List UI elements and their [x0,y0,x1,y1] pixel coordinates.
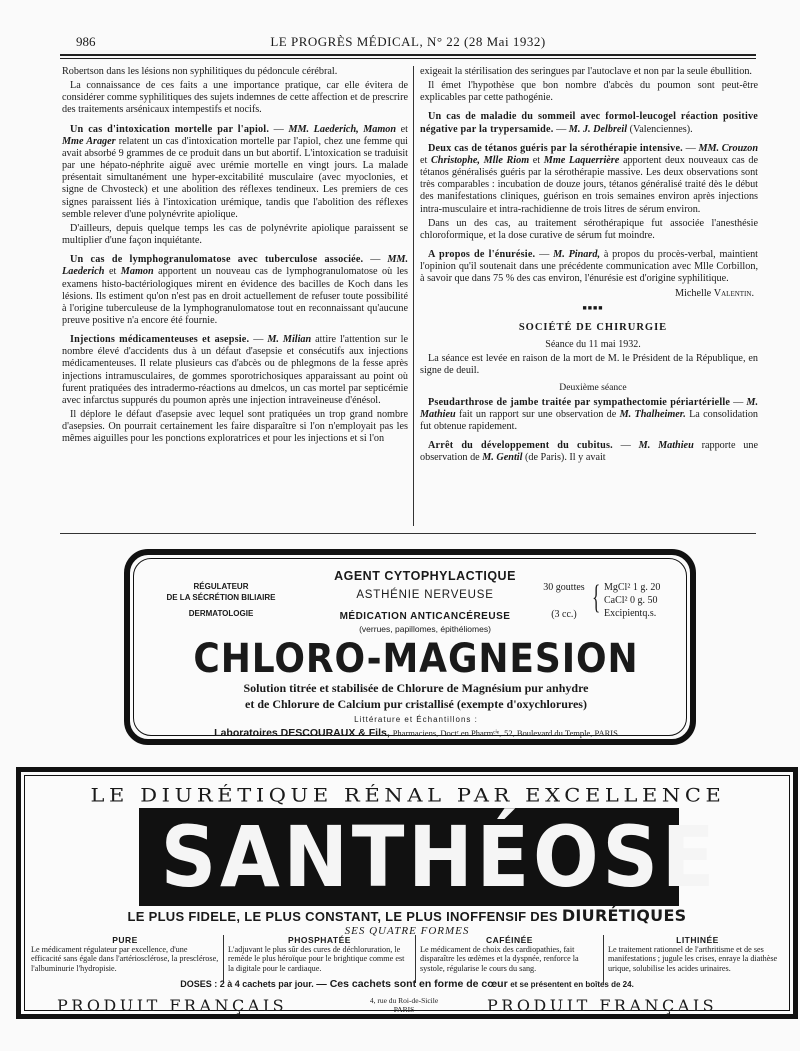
entry-text: La consolidation fut obtenue rapidement. [420,408,759,432]
deuxieme-seance: Deuxième séance [559,382,627,394]
entry-author: MM. Crouzon [698,142,758,154]
ad-indication [156,581,286,603]
address-line: 4, rue du Roi-de-Sicile [369,996,439,1005]
ad-solution: et de Chlorure de Calcium pur cristallisé (exempte d'oxychlorures) [245,697,587,711]
journal-title: LE PROGRÈS MÉDICAL, N° 22 (28 Mai 1932) [270,34,546,49]
santheose-ad [16,767,798,1019]
form-column [223,935,411,983]
tagline-text: LE PLUS FIDELE, LE PLUS CONSTANT, LE PLUS INOFFENSIF DES [127,909,558,924]
ad-solution: Solution titrée et stabilisée de Chlorure de Magnésium pur anhydre [243,681,589,695]
produit-francais-left: PRODUIT FRANÇAIS [57,996,288,1015]
form-title: PHOSPHATÉE [288,935,351,945]
conjunction: et [420,154,428,166]
paragraph: Il émet l'hypothèse que bon nombre d'abcès du poumon sont peut-être explicables par cette pathogénie. [420,80,758,104]
conjunction: et [108,266,117,278]
form-title: LITHINÉE [676,935,719,945]
labo-name: Laboratoires DESCOURAUX & Fils, [214,727,390,739]
indication-line: DE LA SÉCRÉTION BILIAIRE [166,593,276,602]
pseudarthrose-entry: Pseudarthrose de jambe traitée par sympathectomie périartérielle — M. Mathieu fait un rapport sur une observation de M. Thalheimer. La consolidation fut obtenue rapidement. [420,396,759,432]
entry-author: Christophe, Mlle Riom [431,154,530,166]
header-rule-thin [60,58,756,59]
ad-medication: MÉDICATION ANTICANCÉREUSE [339,611,511,622]
ad-litterature: Littérature et Échantillons : [354,715,478,724]
ad-tagline [21,906,793,925]
paragraph: Dans un des cas, au traitement sérothérapique fut associée l'anesthésie chloroformique, et la dose curative de sérum fut moindre. [420,217,758,241]
apiol-entry: Un cas d'intoxication mortelle par l'apiol. — MM. Laederich, Mamon et Mme Arager relatent un cas d'intoxication mortelle par l'apiol, chez une femme qui avait absorbé 9 grammes de ce produit dans un but abortif. L'intoxication se traduisit par une hépato-néphrite aiguë avec urémie mortelle en vingt jours. La malade présentait simultanément une hyper-excitabilité musculaire (avec myoclonies, et signe de Chvosteck) et une abolition des réflexes tendineux. Les premiers de ces signes paraissent liés à l'intoxication urémique, tandis que l'abolition des réflexes semble relever d'une polynévrite apiolique. [62,123,409,220]
sommeil-entry: Un cas de maladie du sommeil avec formol-leucogel réaction positive négative par la trypersamide. — M. J. Delbreil (Valenciennes). [420,111,758,135]
entry-title: Un cas de lymphogranulomatose avec tuberculose associée. [70,254,364,266]
entry-title: Un cas d'intoxication mortelle par l'apiol. [70,123,270,135]
ad-verrues: (verrues, papillomes, épithéliomes) [359,624,491,634]
form-text: Le médicament régulateur par excellence, d'une efficacité sans égale dans l'artériosclérose, la presclérose, l'albuminurie l'hydropisie. [31,945,219,973]
paragraph: Il déplore le défaut d'asepsie avec lequel sont pratiquées un trop grand nombre d'asepsies. On pourrait certainement les faire disparaître si l'on n'employait pas les mêmes aiguilles pour les ponctions exploratrices et pour les injections et si l'on [62,409,408,445]
form-text: Le médicament de choix des cardiopathies, fait disparaître les œdèmes et la dyspnée, renforce la systole, régularise le cours du sang. [420,945,579,973]
entry-title: Arrêt du développement du cubitus. [428,440,613,452]
ad-indication-dermato: DERMATOLOGIE [188,609,254,618]
column-divider [413,66,414,526]
entry-title: Un cas de maladie du sommeil avec formol-leucogel réaction positive négative par la trypersamide. [420,111,758,135]
composition-line: MgCl² 1 g. 20 [604,582,661,593]
entry-author: M. Pinard, [553,249,600,261]
paragraph: Robertson dans les lésions non syphilitiques du pédoncule cérébral. [62,66,338,77]
separator-dots: ■■■■ [582,303,604,312]
cubitus-entry: Arrêt du développement du cubitus. — M. Mathieu rapporte une observation de M. Gentil (de Paris). Il y avait [420,440,759,464]
composition-line: Excipientq.s. [604,608,657,619]
paragraph: D'ailleurs, depuis quelque temps les cas de polynévrite apiolique paraissent se multiplier d'une façon inquiétante. [62,222,408,247]
entry-title: Injections médicamenteuses et asepsie. [70,334,250,346]
ad-brand-band [139,808,719,906]
entry-text: (de Paris). Il y avait [525,452,606,464]
entry-author: M. Milian [267,334,312,346]
produit-francais-right: PRODUIT FRANÇAIS [487,996,718,1015]
entry-author: MM. Laederich, Mamon [288,123,397,135]
ad-address [359,997,449,1014]
entry-text: (Valenciennes). [629,123,693,135]
chloro-magnesion-ad [124,549,696,745]
entry-text: attire l'attention sur le nombre élevé d'accidents dus à un défaut d'asepsie et consécutifs aux injections médicamenteuses. Il relate plusieurs cas d'abcès ou de phlegmons de la fesse après injections intramusculaires, de gommes sporotrichosiques apparaissant au point où furent pratiquées des intradermo-réactions au dmelcos, un cas mortel par septicémie avec infarctus suppurés du poumon après une injection intraveineuse d'énésol. [62,334,408,406]
form-text: L'adjuvant le plus sûr des cures de déchloruration, le remède le plus héroïque pour le brightique comme est la digitale pour le cardiaque. [228,945,405,973]
labo-detail: Pharmaciens, Doctʳ en Pharmᶜⁱᵉ, [392,728,502,738]
entry-author: MM. Laederich [62,254,408,278]
brace-icon: { [592,579,601,616]
labo-address: 52, Boulevard du Temple, PARIS [504,728,618,738]
indication-line: RÉGULATEUR [193,582,249,591]
entry-title: Deux cas de tétanos guéris par la sérothérapie intensive. [428,142,683,154]
address-city: — PARIS — [384,1004,424,1014]
entry-text: relatent un cas d'intoxication mortelle par l'apiol, chez une femme qui avait absorbé 9 grammes de ce produit dans un but abortif. L'intoxication se traduisit par une hépato-néphrite aiguë avec urémie mortelle en vingt jours. La malade présentait simultanément une hyper-excitabilité musculaire (avec myoclonies, et signe de Chvosteck) et une abolition des réflexes tendineux. Les premiers de ces signes paraissent liés à l'intoxication urémique, tandis que l'abolition des réflexes semble relever d'une polynévrite apiolique. [62,135,408,220]
signature [420,288,758,300]
conjunction: et [400,123,409,135]
conjunction: et [532,154,541,166]
form-title: PURE [112,935,138,945]
entry-text: apportent un nouveau cas de lymphogranulomatose où les examens histo-bactériologiques mirent en évidence des bacilles de Koch dans les lésions. Ils estiment qu'on n'est pas en droit actuellement de refuser toute possibilité à l'origine tuberculeuse de la lymphogranulomatose tout en reconnaissant qu'aucune preuve positive n'a encore été fournie. [62,266,409,326]
paragraph: La séance est levée en raison de la mort de M. le Président de la République, en signe de deuil. [420,353,758,377]
entry-author: Mme Laquerrière [543,154,620,166]
header-rule [60,54,756,56]
ad-brand: CHLORO-MAGNESION [193,636,639,682]
ad-laboratory [130,727,702,739]
entry-title: Pseudarthrose de jambe traitée par sympathectomie périartérielle [428,396,731,408]
ad-formes-heading: SES QUATRE FORMES [344,925,470,937]
entry-text: rapporte une observation de [420,440,759,464]
page-number: 986 [76,34,96,49]
signature-last: Valentin. [713,287,754,299]
right-column [420,66,758,466]
entry-text: apportent deux nouveaux cas de tétanos généralisés guéris par la sérothérapie massive. Les deux observations sont très comparables : incubation de douze jours, tétanos généralisé traité dès le début des manifestations cliniques, guérison en trois semaines environ après injections intra-musculaire et intra-rachidienne de trois litres de sérum environ. [420,154,758,215]
entry-title: A propos de l'énurésie. [428,249,536,261]
body-rule [60,533,756,534]
doses-shape: — Ces cachets sont en forme de cœur [316,978,508,990]
entry-author: Mamon [120,266,154,278]
entry-author: M. Gentil [482,452,523,464]
seance-date: Séance du 11 mai 1932. [545,338,641,350]
tetanos-entry: Deux cas de tétanos guéris par la sérothérapie intensive. — MM. Crouzon et Christophe, Mlle Riom et Mme Laquerrière apportent deux nouveaux cas de tétanos généralisés guéris par la sérothérapie massive. Les deux observations sont très comparables : incubation de douze jours, tétanos généralisé traité dès le début des manifestations cliniques, guérison en trois semaines environ après injections intra-musculaire et intra-rachidienne de trois litres de sérum environ. [420,142,758,215]
lympho-entry: Un cas de lymphogranulomatose avec tuberculose associée. — MM. Laederich et Mamon apportent un nouveau cas de lymphogranulomatose où les examens histo-bactériologiques mirent en évidence des bacilles de Koch dans les lésions. Ils estiment qu'on n'est pas en droit actuellement de refuser toute possibilité à l'origine tuberculeuse de la lymphogranulomatose tout en reconnaissant qu'aucune preuve positive n'a encore été fournie. [62,254,409,326]
ad-forms [31,935,787,983]
form-column [603,935,787,983]
entry-author: M. J. Delbreil [568,123,628,135]
composition-line: CaCl² 0 g. 50 [604,595,658,606]
enuresie-entry: A propos de l'énurésie. — M. Pinard, à propos du procès-verbal, maintient l'opinion qu'il soutenait dans une précédente communication avec Mlle Corbillon, à savoir que dans 75 % des cas environ, l'énurésie est d'origine syphilitique. [420,249,759,285]
tagline-emphasis: DIURÉTIQUES [561,906,687,925]
injections-entry: Injections médicamenteuses et asepsie. — M. Milian attire l'attention sur le nombre élevé d'accidents dus à un défaut d'asepsie et consécutifs aux injections médicamenteuses. Il relate plusieurs cas d'abcès ou de phlegmons de la fesse après injections intramusculaires, de gommes sporotrichosiques apparaissant au point où furent pratiquées des intradermo-réactions au dmelcos, un cas mortel par septicémie avec infarctus suppurés du poumon après une injection intraveineuse d'énésol. [62,334,408,406]
form-column [415,935,599,983]
entry-author: Mme Arager [62,135,116,147]
signature-first: Michelle [675,287,712,299]
form-text: Le traitement rationnel de l'arthritisme et de ses manifestations ; jugule les crises, enraye la diathèse urique, solubilise les acides urinaires. [608,945,778,973]
entry-text: fait un rapport sur une observation de [458,408,617,420]
entry-author: M. Mathieu [638,440,694,452]
paragraph: La connaissance de ces faits a une importance pratique, car elle évitera de considérer comme syphilitiques des sujets indemnes de cette affection et de prescrire des traitements arsénicaux intempestifs et nocifs. [62,80,408,116]
entry-text: à propos du procès-verbal, maintient l'opinion qu'il soutenait dans une précédente communication avec Mlle Corbillon, à savoir que dans 75 % des cas environ, l'énurésie est d'origine syphilitique. [420,249,759,285]
ad-brand: SANTHÉOSE [160,808,719,906]
ad-slogan: LE DIURÉTIQUE RÉNAL PAR EXCELLENCE [90,784,726,806]
ad-agent: AGENT CYTOPHYLACTIQUE [334,569,516,583]
ad-asthenie: ASTHÉNIE NERVEUSE [356,589,494,601]
entry-author: M. Mathieu [420,396,758,420]
doses-packaging: et se présentent en boîtes de 24. [510,980,634,989]
form-column [31,935,219,983]
ad-doses [21,978,793,990]
left-column [62,66,408,448]
page-header [60,34,756,52]
society-heading: SOCIÉTÉ DE CHIRURGIE [518,321,668,333]
paragraph: exigeait la stérilisation des seringues par l'autoclave et non par la seule ébullition. [420,66,752,77]
form-title: CAFÉINÉE [486,935,533,945]
dose-volume: (3 cc.) [551,609,577,620]
entry-author: M. Thalheimer. [619,408,686,420]
doses-label: DOSES : 2 à 4 cachets par jour. [180,979,314,989]
dose-amount: 30 gouttes [543,582,585,593]
